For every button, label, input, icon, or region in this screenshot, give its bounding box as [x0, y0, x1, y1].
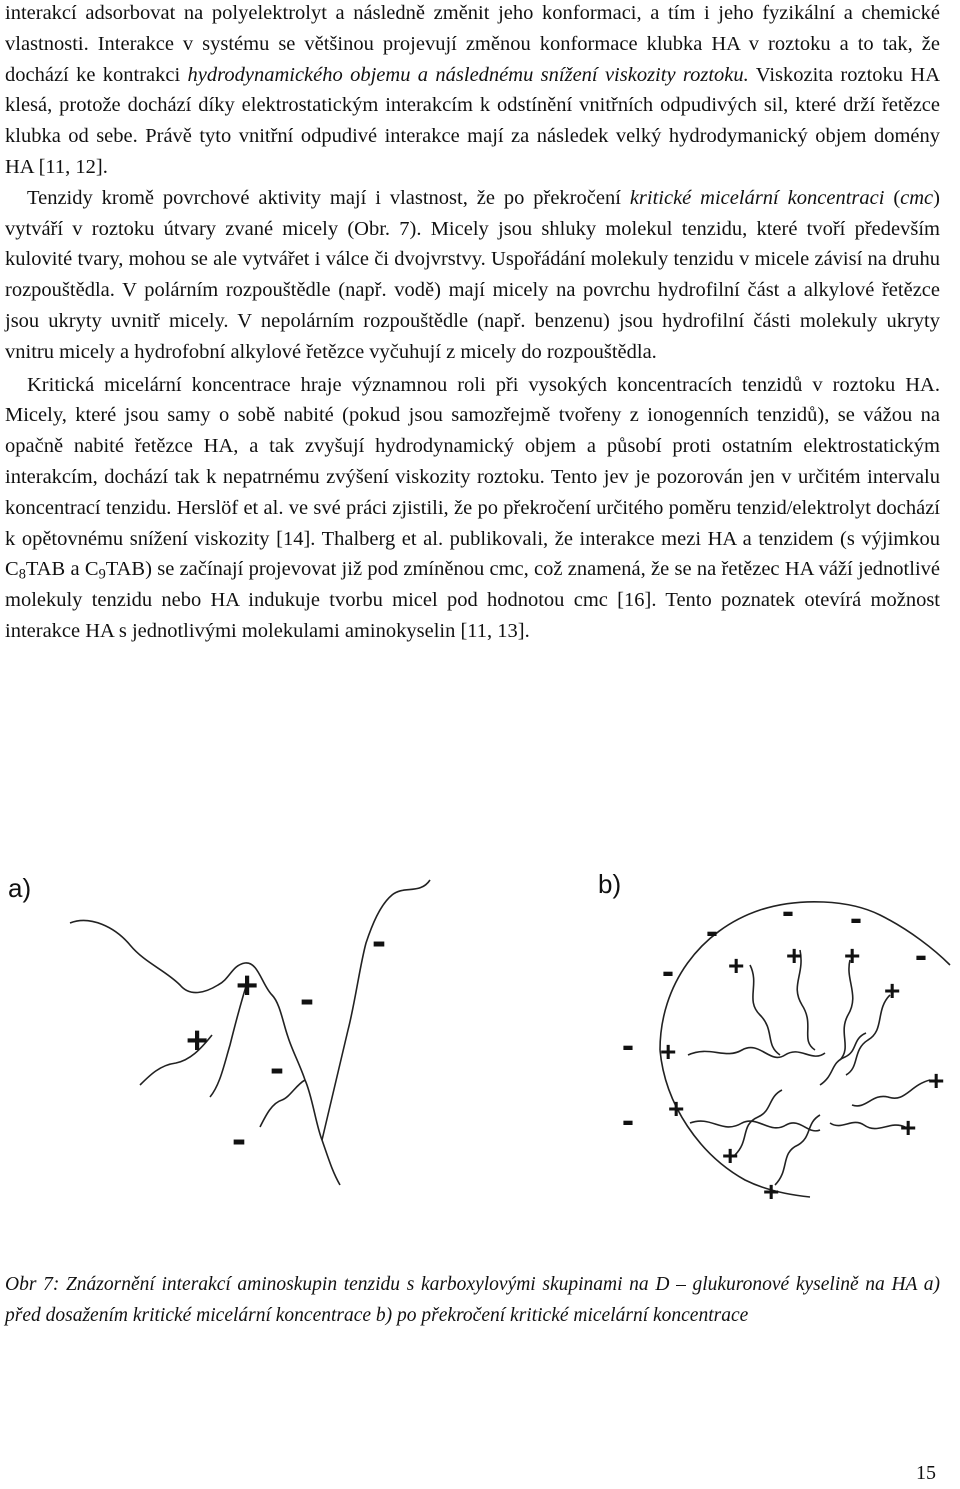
minus-sign: - [662, 950, 674, 991]
plus-sign: + [900, 1112, 917, 1143]
plus-sign: + [844, 940, 861, 971]
figure-7 [0, 835, 960, 1215]
text-run: interakcí adsorbovat na polyelektrolyt a následně změnit jeho konformaci, a tím i jeho fyzikální a chemické vlastnosti. Interakce v systému se většinou projevují změnou konformace klubka HA v roztoku a to tak, že dochází ke kontrakci [5, 2, 940, 86]
italic-run: cmc [900, 186, 934, 209]
figure-caption: Obr 7: Znázornění interakcí aminoskupin tenzidu s karboxylovými skupinami na D – glukuronové kyselině na HA a) před dosažením kritické micelární koncentrace b) po překročení kritické micelární koncentrace [5, 1274, 940, 1326]
italic-run: hydrodynamického objemu a následnému snížení viskozity roztoku. [187, 63, 749, 86]
panel-a-charges [186, 917, 386, 1162]
micelle-tail [852, 1080, 930, 1106]
minus-sign: - [782, 890, 794, 931]
micelle-tail [688, 1048, 825, 1058]
subscript: 8 [18, 566, 26, 583]
paragraph-2 [5, 183, 940, 368]
text-run: ( [884, 186, 901, 209]
subscript: 9 [98, 566, 106, 583]
plus-sign: + [928, 1065, 945, 1096]
micelle-tail [846, 995, 890, 1075]
micelle-tail [775, 1115, 820, 1185]
minus-sign: - [850, 897, 862, 938]
text-run: Tenzidy kromě povrchové aktivity mají i vlastnost, že po překročení [27, 186, 630, 209]
minus-sign: - [372, 917, 386, 964]
minus-sign: - [270, 1044, 284, 1091]
minus-sign: - [622, 1099, 634, 1140]
plus-sign: + [786, 940, 803, 971]
micelle-tail [750, 965, 780, 1055]
text-run: ) vytváří v roztoku útvary zvané micely (Obr. 7). Micely jsou shluky molekul tenzidu, které tvoří především kulovité tvary, mohou se ale vytvářet i válce či dvojvrstvy. Uspořádání molekuly tenzidu v micele závisí na druhu rozpouštědla. V polárním rozpouštědle (např. vodě) mají micely na povrchu hydrofilní část a alkylové řetězce jsou ukryty uvnitř micely. V nepolárním rozpouštědle (např. benzenu) jsou hydrofilní části molekuly ukryty vnitru micely a hydrofobní alkylové řetězce vyčuhují z micely do rozpouštědla. [5, 186, 940, 363]
text-run: Kritická micelární koncentrace hraje významnou roli při vysokých koncentracích tenzidů v roztoku HA. Micely, které jsou samy o sobě nabité (pokud jsou samozřejmě tvořeny z ionogenních tenzidů), se vážou na opačně nabité řetězce HA, a tak zvyšují hydrodynamický objem a působí proti ostatním elektrostatickým interakcím, dochází tak k nepatrnému zvýšení viskozity roztoku. Tento jev je pozorován jen v určitém intervalu koncentrací tenzidu. Herslöf et al. ve své práci zjistili, že po překročení určitého poměru tenzid/elektrolyt dochází k opětovnému snížení viskozity [14]. Thalberg et al. publikovali, že interakce mezi HA a tenzidem (s výjimkou C [5, 373, 940, 581]
minus-sign: - [622, 1024, 634, 1065]
micelle-tail [840, 960, 853, 1060]
plus-sign: + [722, 1140, 739, 1171]
panel-b-charges [622, 890, 944, 1207]
plus-sign: + [884, 975, 901, 1006]
text-run: TAB a C [25, 558, 99, 581]
italic-run: kritické micelární koncentraci [629, 186, 885, 209]
minus-sign: - [706, 910, 718, 951]
minus-sign: - [300, 975, 314, 1022]
plus-sign: + [236, 965, 259, 1007]
plus-sign: + [763, 1176, 780, 1207]
paragraph-3 [5, 370, 940, 647]
text-run: TAB) se začínají projevovat již pod zmíněnou cmc, což znamená, že se na řetězec HA váží jednotlivé molekuly tenzidu nebo HA indukuje tvorbu micel pod hodnotou cmc [16]. Tento poznatek otevírá možnost interakce HA s jednotlivými molekulami aminokyselin [11, 13]. [5, 558, 940, 642]
figure-label-a: a) [8, 873, 32, 903]
plus-sign: + [728, 950, 745, 981]
figure-label-b: b) [598, 869, 622, 899]
plus-sign: + [186, 1020, 209, 1062]
minus-sign: - [915, 934, 927, 975]
minus-sign: - [232, 1115, 246, 1162]
body-text [5, 0, 940, 647]
page-number: 15 [916, 1462, 936, 1484]
micelle-tail [820, 1033, 866, 1085]
ha-chain-arc [660, 902, 950, 1050]
micelle-tail [830, 1122, 905, 1128]
text-run: Viskozita roztoku HA klesá, protože dochází díky elektrostatickým interakcím k odstínění vnitřních odpudivých sil, které drží řetězce klubka od sebe. Právě tyto vnitřní odpudivé interakce mají za následek velký hydrodymanický objem domény HA [11, 12]. [5, 63, 940, 178]
figure-drawing [0, 835, 960, 1215]
panel-b-drawing [660, 902, 950, 1197]
plus-sign: + [660, 1036, 677, 1067]
plus-sign: + [668, 1093, 685, 1124]
paragraph-1 [5, 0, 940, 183]
micelle-tail [690, 1121, 820, 1131]
